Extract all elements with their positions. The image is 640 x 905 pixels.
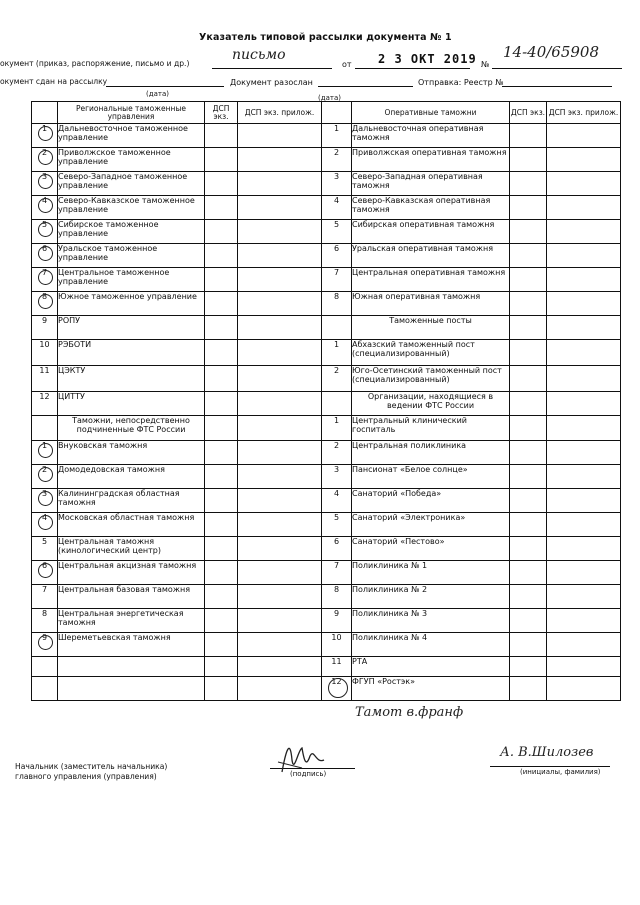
right-dsp-copies-cell <box>510 172 547 196</box>
left-dsp-attachments-cell <box>238 316 322 340</box>
right-dsp-attachments-cell <box>547 609 621 633</box>
right-organization-name: Поликлиника № 4 <box>352 633 510 657</box>
right-dsp-attachments-cell <box>547 196 621 220</box>
hand-drawn-circle <box>38 635 53 650</box>
right-organization-name: Центральная оперативная таможня <box>352 268 510 292</box>
table-row <box>32 489 621 513</box>
table-row <box>32 172 621 196</box>
table-row <box>32 292 621 316</box>
right-organization-name: Санаторий «Электроника» <box>352 513 510 537</box>
table-row <box>32 148 621 172</box>
right-organization-name: Сибирская оперативная таможня <box>352 220 510 244</box>
right-organization-name: РТА <box>352 657 510 677</box>
left-organization-name: Внуковская таможня <box>58 441 205 465</box>
right-organization-name: Южная оперативная таможня <box>352 292 510 316</box>
right-organization-name: Поликлиника № 1 <box>352 561 510 585</box>
right-row-number: 7 <box>322 268 352 292</box>
right-dsp-copies-cell <box>510 537 547 561</box>
right-dsp-copies-cell <box>510 633 547 657</box>
left-row-number: 10 <box>32 340 58 366</box>
right-organization-name: Центральный клинический госпиталь <box>352 416 510 441</box>
table-row <box>32 465 621 489</box>
table-row <box>32 677 621 701</box>
right-row-number: 11 <box>322 657 352 677</box>
left-dsp-attachments-cell <box>238 124 322 148</box>
right-dsp-attachments-cell <box>547 392 621 416</box>
table-row <box>32 244 621 268</box>
table-row <box>32 366 621 392</box>
table-row <box>32 392 621 416</box>
left-organization-name: РОПУ <box>58 316 205 340</box>
date-stamp: 2 3 ОКТ 2019 <box>378 52 477 66</box>
left-row-number: 9 <box>32 316 58 340</box>
left-dsp-copies-cell <box>205 292 238 316</box>
right-dsp-attachments-cell <box>547 172 621 196</box>
right-row-number: 4 <box>322 489 352 513</box>
right-row-number: 3 <box>322 172 352 196</box>
right-row-number <box>322 392 352 416</box>
header-dsp-attachments-left: ДСП экз. прилож. <box>238 102 322 124</box>
dispatch-register-label: Отправка: Реестр № <box>418 78 504 87</box>
table-header-row <box>32 102 621 124</box>
right-row-number: 2 <box>322 366 352 392</box>
left-dsp-attachments-cell <box>238 392 322 416</box>
right-row-number: 1 <box>322 124 352 148</box>
right-row-number: 7 <box>322 561 352 585</box>
hand-drawn-circle <box>38 174 53 189</box>
left-dsp-attachments-cell <box>238 148 322 172</box>
right-dsp-copies-cell <box>510 513 547 537</box>
right-organization-name: Организации, находящиеся в ведении ФТС России <box>352 392 510 416</box>
table-row <box>32 340 621 366</box>
right-organization-name: Уральская оперативная таможня <box>352 244 510 268</box>
left-row-number: 4 <box>32 196 58 220</box>
left-dsp-copies-cell <box>205 148 238 172</box>
left-row-number: 7 <box>32 268 58 292</box>
left-dsp-copies-cell <box>205 366 238 392</box>
left-row-number: 7 <box>32 585 58 609</box>
left-dsp-attachments-cell <box>238 172 322 196</box>
right-dsp-copies-cell <box>510 148 547 172</box>
right-row-number: 10 <box>322 633 352 657</box>
handwritten-note: Тамот в.франф <box>355 705 464 720</box>
right-row-number <box>322 316 352 340</box>
right-organization-name: Поликлиника № 2 <box>352 585 510 609</box>
left-dsp-attachments-cell <box>238 609 322 633</box>
handed-over-label: окумент сдан на рассылку <box>0 77 108 86</box>
right-organization-name: Приволжская оперативная таможня <box>352 148 510 172</box>
left-dsp-attachments-cell <box>238 633 322 657</box>
right-dsp-copies-cell <box>510 441 547 465</box>
left-dsp-attachments-cell <box>238 677 322 701</box>
left-dsp-attachments-cell <box>238 441 322 465</box>
left-organization-name: Приволжское таможенное управление <box>58 148 205 172</box>
date-caption-left: (дата) <box>146 90 169 98</box>
left-dsp-copies-cell <box>205 416 238 441</box>
left-row-number: 9 <box>32 633 58 657</box>
hand-drawn-circle <box>38 467 53 482</box>
table-row <box>32 585 621 609</box>
right-organization-name: ФГУП «Ростэк» <box>352 677 510 701</box>
left-row-number: 8 <box>32 292 58 316</box>
right-organization-name: Дальневосточная оперативная таможня <box>352 124 510 148</box>
left-organization-name: Уральское таможенное управление <box>58 244 205 268</box>
right-dsp-copies-cell <box>510 220 547 244</box>
right-organization-name: Абхазский таможенный пост (специализированный) <box>352 340 510 366</box>
left-dsp-copies-cell <box>205 172 238 196</box>
right-row-number: 12 <box>322 677 352 701</box>
hand-drawn-circle <box>328 678 348 698</box>
left-dsp-attachments-cell <box>238 196 322 220</box>
right-dsp-copies-cell <box>510 609 547 633</box>
left-organization-name: Северо-Кавказское таможенное управление <box>58 196 205 220</box>
left-organization-name: Центральная таможня (кинологический центр) <box>58 537 205 561</box>
left-organization-name: Южное таможенное управление <box>58 292 205 316</box>
right-dsp-copies-cell <box>510 316 547 340</box>
left-organization-name: Центральная базовая таможня <box>58 585 205 609</box>
right-dsp-attachments-cell <box>547 513 621 537</box>
signer-name: А. В.Шилозев <box>500 745 594 760</box>
table-row <box>32 561 621 585</box>
header-dsp-copies-right: ДСП экз. <box>510 102 547 124</box>
right-dsp-copies-cell <box>510 244 547 268</box>
document-number: 14-40/65908 <box>503 43 600 61</box>
chief-label-line2: главного управления (управления) <box>15 772 157 781</box>
right-dsp-copies-cell <box>510 340 547 366</box>
left-organization-name: Домодедовская таможня <box>58 465 205 489</box>
right-organization-name: Санаторий «Победа» <box>352 489 510 513</box>
left-dsp-attachments-cell <box>238 292 322 316</box>
right-dsp-attachments-cell <box>547 633 621 657</box>
right-dsp-attachments-cell <box>547 148 621 172</box>
left-dsp-copies-cell <box>205 340 238 366</box>
right-dsp-copies-cell <box>510 292 547 316</box>
table-row <box>32 196 621 220</box>
right-dsp-copies-cell <box>510 268 547 292</box>
right-row-number: 8 <box>322 292 352 316</box>
right-organization-name: Таможенные посты <box>352 316 510 340</box>
right-dsp-attachments-cell <box>547 657 621 677</box>
left-dsp-attachments-cell <box>238 513 322 537</box>
hand-drawn-circle <box>38 443 53 458</box>
hand-drawn-circle <box>38 150 53 165</box>
right-row-number: 2 <box>322 148 352 172</box>
left-dsp-copies-cell <box>205 244 238 268</box>
left-organization-name: Дальневосточное таможенное управление <box>58 124 205 148</box>
right-dsp-attachments-cell <box>547 366 621 392</box>
left-row-number: 1 <box>32 124 58 148</box>
left-row-number <box>32 657 58 677</box>
table-row <box>32 441 621 465</box>
left-row-number: 2 <box>32 148 58 172</box>
left-row-number <box>32 677 58 701</box>
left-dsp-attachments-cell <box>238 416 322 441</box>
left-organization-name: Московская областная таможня <box>58 513 205 537</box>
hand-drawn-circle <box>38 126 53 141</box>
right-dsp-attachments-cell <box>547 537 621 561</box>
signature <box>272 730 332 780</box>
right-organization-name: Центральная поликлиника <box>352 441 510 465</box>
left-dsp-copies-cell <box>205 124 238 148</box>
table-row <box>32 513 621 537</box>
left-row-number: 12 <box>32 392 58 416</box>
right-dsp-copies-cell <box>510 677 547 701</box>
left-organization-name: ЦЭКТУ <box>58 366 205 392</box>
table-row <box>32 316 621 340</box>
left-row-number: 3 <box>32 489 58 513</box>
left-dsp-attachments-cell <box>238 340 322 366</box>
left-row-number: 5 <box>32 220 58 244</box>
right-row-number: 4 <box>322 196 352 220</box>
left-row-number: 2 <box>32 465 58 489</box>
right-dsp-copies-cell <box>510 657 547 677</box>
left-row-number <box>32 416 58 441</box>
hand-drawn-circle <box>38 246 53 261</box>
left-organization-name: Северо-Западное таможенное управление <box>58 172 205 196</box>
left-dsp-copies-cell <box>205 633 238 657</box>
chief-label-line1: Начальник (заместитель начальника) <box>15 762 168 771</box>
document-type-value: письмо <box>232 47 286 63</box>
right-dsp-attachments-cell <box>547 292 621 316</box>
left-organization-name <box>58 657 205 677</box>
table-row <box>32 609 621 633</box>
left-row-number: 4 <box>32 513 58 537</box>
right-organization-name: Северо-Кавказская оперативная таможня <box>352 196 510 220</box>
left-row-number: 6 <box>32 244 58 268</box>
number-label: № <box>481 60 490 69</box>
right-dsp-copies-cell <box>510 416 547 441</box>
right-dsp-attachments-cell <box>547 268 621 292</box>
left-dsp-attachments-cell <box>238 465 322 489</box>
right-dsp-attachments-cell <box>547 465 621 489</box>
left-organization-name <box>58 677 205 701</box>
right-row-number: 1 <box>322 416 352 441</box>
left-dsp-copies-cell <box>205 316 238 340</box>
left-row-number: 11 <box>32 366 58 392</box>
right-dsp-attachments-cell <box>547 677 621 701</box>
left-dsp-copies-cell <box>205 220 238 244</box>
left-organization-name: ЦИТТУ <box>58 392 205 416</box>
right-row-number: 6 <box>322 244 352 268</box>
right-dsp-attachments-cell <box>547 416 621 441</box>
left-dsp-copies-cell <box>205 677 238 701</box>
left-dsp-attachments-cell <box>238 585 322 609</box>
left-organization-name: Калининградская областная таможня <box>58 489 205 513</box>
left-organization-name: Сибирское таможенное управление <box>58 220 205 244</box>
left-dsp-attachments-cell <box>238 537 322 561</box>
hand-drawn-circle <box>38 515 53 530</box>
right-row-number: 5 <box>322 220 352 244</box>
table-row <box>32 220 621 244</box>
right-dsp-attachments-cell <box>547 220 621 244</box>
left-organization-name: Шереметьевская таможня <box>58 633 205 657</box>
left-dsp-copies-cell <box>205 585 238 609</box>
hand-drawn-circle <box>38 491 53 506</box>
left-row-number: 1 <box>32 441 58 465</box>
left-organization-name: Таможни, непосредственно подчиненные ФТС России <box>58 416 205 441</box>
right-organization-name: Пансионат «Белое солнце» <box>352 465 510 489</box>
right-row-number: 5 <box>322 513 352 537</box>
right-dsp-copies-cell <box>510 561 547 585</box>
table-row <box>32 268 621 292</box>
distribution-table <box>31 101 621 701</box>
right-row-number: 9 <box>322 609 352 633</box>
left-dsp-attachments-cell <box>238 220 322 244</box>
table-row <box>32 633 621 657</box>
left-dsp-attachments-cell <box>238 561 322 585</box>
right-dsp-copies-cell <box>510 366 547 392</box>
signer-name-caption: (инициалы, фамилия) <box>520 768 601 776</box>
left-dsp-copies-cell <box>205 441 238 465</box>
hand-drawn-circle <box>38 198 53 213</box>
hand-drawn-circle <box>38 294 53 309</box>
left-dsp-copies-cell <box>205 537 238 561</box>
left-dsp-copies-cell <box>205 465 238 489</box>
right-dsp-copies-cell <box>510 196 547 220</box>
right-dsp-copies-cell <box>510 392 547 416</box>
left-row-number: 3 <box>32 172 58 196</box>
left-row-number: 8 <box>32 609 58 633</box>
right-dsp-copies-cell <box>510 465 547 489</box>
left-organization-name: РЭБОТИ <box>58 340 205 366</box>
right-dsp-attachments-cell <box>547 340 621 366</box>
left-organization-name: Центральная акцизная таможня <box>58 561 205 585</box>
date-caption-right: (дата) <box>318 94 341 102</box>
right-organization-name: Санаторий «Пестово» <box>352 537 510 561</box>
document-sent-label: Документ разослан <box>230 78 313 87</box>
header-regional-customs: Региональные таможенные управления <box>58 102 205 124</box>
right-dsp-attachments-cell <box>547 441 621 465</box>
right-dsp-attachments-cell <box>547 244 621 268</box>
left-dsp-attachments-cell <box>238 244 322 268</box>
left-organization-name: Центральная энергетическая таможня <box>58 609 205 633</box>
left-dsp-copies-cell <box>205 392 238 416</box>
left-row-number: 6 <box>32 561 58 585</box>
date-from-label: от <box>342 60 352 69</box>
right-dsp-copies-cell <box>510 489 547 513</box>
right-row-number: 2 <box>322 441 352 465</box>
right-row-number: 3 <box>322 465 352 489</box>
hand-drawn-circle <box>38 563 53 578</box>
header-dsp-attachments-right: ДСП экз. прилож. <box>547 102 621 124</box>
hand-drawn-circle <box>38 222 53 237</box>
table-row <box>32 124 621 148</box>
document-title: Указатель типовой рассылки документа № 1 <box>199 32 452 43</box>
right-dsp-attachments-cell <box>547 489 621 513</box>
right-row-number: 8 <box>322 585 352 609</box>
left-dsp-copies-cell <box>205 609 238 633</box>
left-dsp-copies-cell <box>205 196 238 220</box>
right-organization-name: Юго-Осетинский таможенный пост (специализированный) <box>352 366 510 392</box>
table-row <box>32 657 621 677</box>
left-dsp-attachments-cell <box>238 489 322 513</box>
right-dsp-attachments-cell <box>547 585 621 609</box>
header-dsp-copies-left: ДСП экз. <box>205 102 238 124</box>
left-dsp-attachments-cell <box>238 366 322 392</box>
header-operational-customs: Оперативные таможни <box>352 102 510 124</box>
right-organization-name: Северо-Западная оперативная таможня <box>352 172 510 196</box>
right-row-number: 1 <box>322 340 352 366</box>
left-dsp-copies-cell <box>205 561 238 585</box>
left-dsp-copies-cell <box>205 657 238 677</box>
left-dsp-copies-cell <box>205 513 238 537</box>
table-row <box>32 537 621 561</box>
right-dsp-attachments-cell <box>547 124 621 148</box>
right-dsp-attachments-cell <box>547 316 621 340</box>
table-row <box>32 416 621 441</box>
left-dsp-copies-cell <box>205 268 238 292</box>
right-dsp-copies-cell <box>510 585 547 609</box>
left-organization-name: Центральное таможенное управление <box>58 268 205 292</box>
right-dsp-attachments-cell <box>547 561 621 585</box>
signature-caption: (подпись) <box>290 770 327 778</box>
hand-drawn-circle <box>38 270 53 285</box>
document-type-label: окумент (приказ, распоряжение, письмо и др.) <box>0 59 190 68</box>
left-row-number: 5 <box>32 537 58 561</box>
left-dsp-attachments-cell <box>238 268 322 292</box>
right-row-number: 6 <box>322 537 352 561</box>
left-dsp-attachments-cell <box>238 657 322 677</box>
left-dsp-copies-cell <box>205 489 238 513</box>
right-organization-name: Поликлиника № 3 <box>352 609 510 633</box>
right-dsp-copies-cell <box>510 124 547 148</box>
